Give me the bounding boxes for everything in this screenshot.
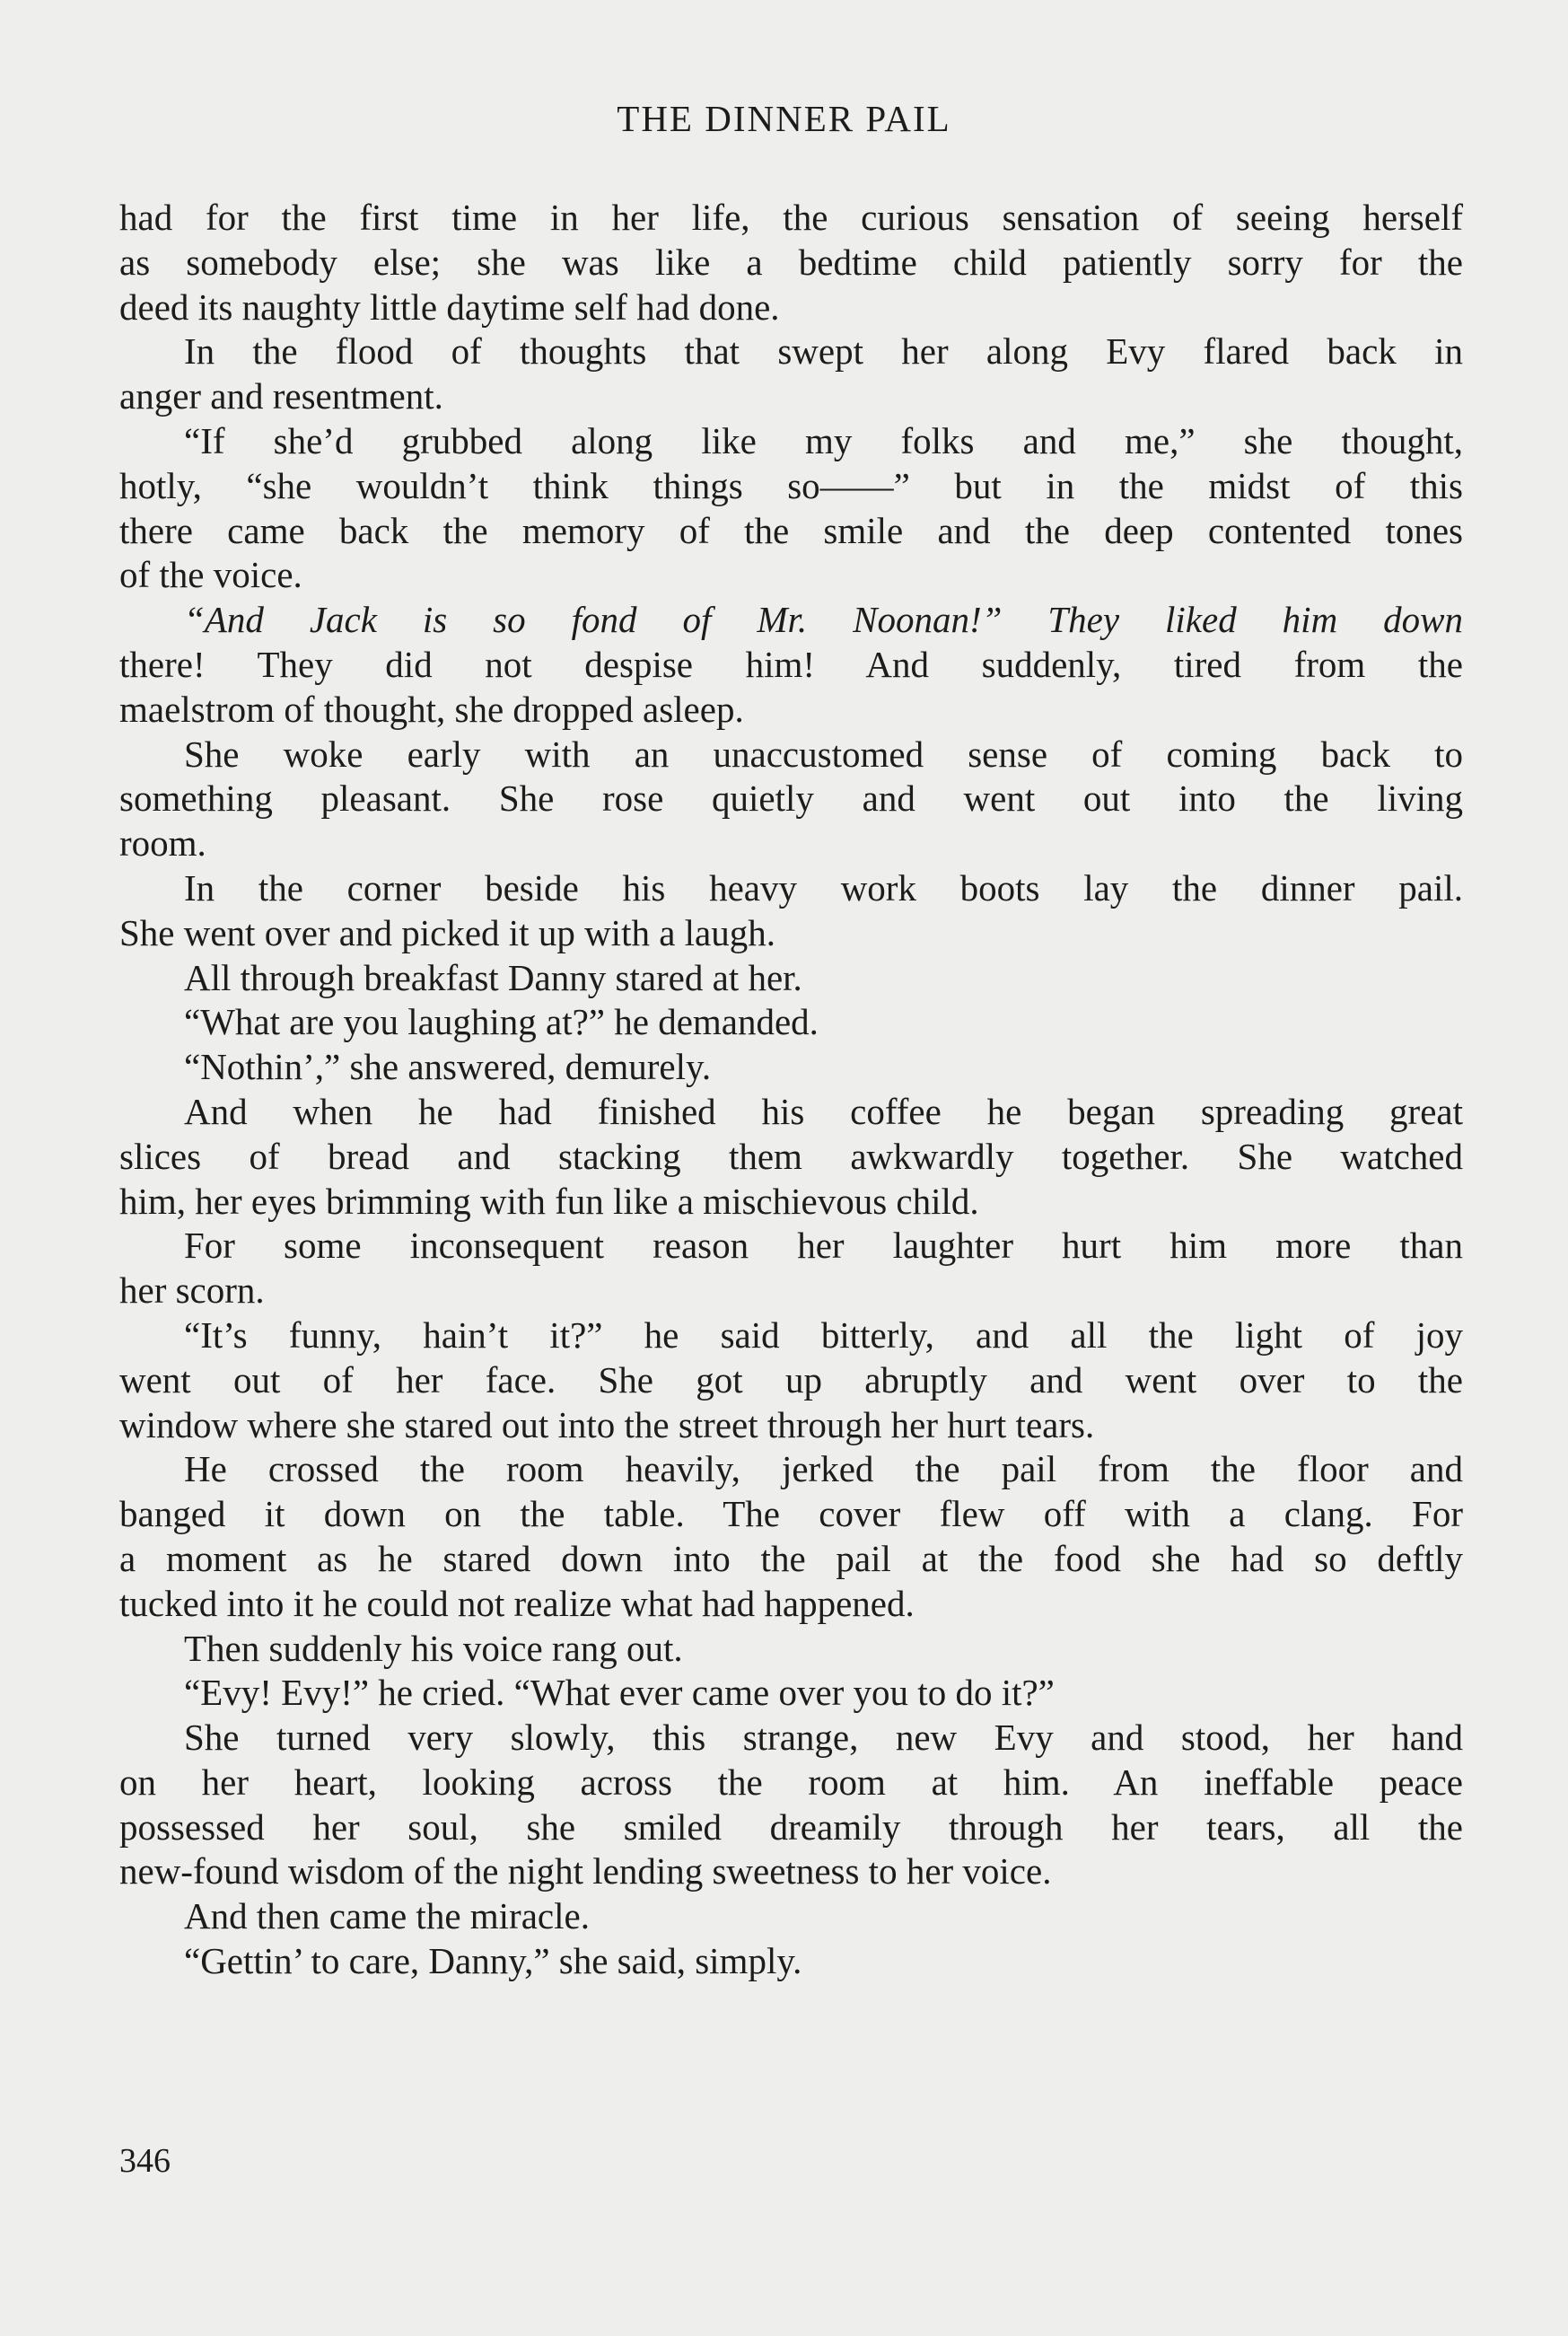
page-number: 346 bbox=[119, 2142, 171, 2180]
text-line: Then suddenly his voice rang out. bbox=[184, 1627, 683, 1669]
text-line: of the voice. bbox=[119, 554, 302, 596]
text-line: went out of her face. She got up abruptly and went over to the bbox=[119, 1358, 1463, 1401]
text-line: maelstrom of thought, she dropped asleep. bbox=[119, 688, 744, 730]
text-line: hotly, “she wouldn’t think things so——” but in the midst of this bbox=[119, 464, 1463, 506]
text-line: “What are you laughing at?” he demanded. bbox=[184, 1001, 819, 1043]
text-line: anger and resentment. bbox=[119, 375, 443, 417]
text-line: had for the first time in her life, the curious sensation of seeing herself bbox=[119, 197, 1463, 238]
text-line: “If she’d grubbed along like my folks and me,” she thought, bbox=[184, 419, 1463, 461]
text-line: as somebody else; she was like a bedtime child patiently sorry for the bbox=[119, 241, 1463, 283]
text-line: deed its naughty little daytime self had done. bbox=[119, 285, 780, 328]
text-line: “And Jack is so fond of Mr. Noonan!” They liked him down bbox=[184, 599, 1463, 641]
text-line: possessed her soul, she smiled dreamily through her tears, all the bbox=[119, 1805, 1463, 1848]
text-line: For some inconsequent reason her laughter hurt him more than bbox=[184, 1225, 1463, 1267]
text-line: All through breakfast Danny stared at her. bbox=[184, 956, 802, 998]
text-line: tucked into it he could not realize what had happened. bbox=[119, 1582, 915, 1624]
text-line: And then came the miracle. bbox=[184, 1895, 590, 1937]
text-line: And when he had finished his coffee he began spreading great bbox=[184, 1090, 1463, 1132]
text-line: “Gettin’ to care, Danny,” she said, simply. bbox=[184, 1940, 802, 1982]
text-line: there! They did not despise him! And suddenly, tired from the bbox=[119, 643, 1463, 685]
text-line: banged it down on the table. The cover flew off with a clang. For bbox=[119, 1493, 1463, 1535]
text-line: slices of bread and stacking them awkwardly together. She watched bbox=[119, 1135, 1463, 1177]
text-line: on her heart, looking across the room at him. An ineffable peace bbox=[119, 1761, 1463, 1803]
text-line: He crossed the room heavily, jerked the pail from the floor and bbox=[184, 1448, 1463, 1490]
text-line: him, her eyes brimming with fun like a mischievous child. bbox=[119, 1180, 979, 1222]
text-line: there came back the memory of the smile and the deep contented tones bbox=[119, 509, 1463, 551]
text-line: “Nothin’,” she answered, demurely. bbox=[184, 1046, 712, 1088]
text-line: room. bbox=[119, 822, 206, 865]
text-line: something pleasant. She rose quietly and went out into the living bbox=[119, 777, 1463, 820]
text-line: new-found wisdom of the night lending sweetness to her voice. bbox=[119, 1850, 1052, 1893]
text-line: her scorn. bbox=[119, 1269, 265, 1312]
text-line: window where she stared out into the street through her hurt tears. bbox=[119, 1403, 1095, 1445]
text-line: “Evy! Evy!” he cried. “What ever came over you to do it?” bbox=[184, 1672, 1055, 1714]
text-line: a moment as he stared down into the pail at the food she had so deftly bbox=[119, 1537, 1463, 1579]
text-line: She turned very slowly, this strange, new Evy and stood, her hand bbox=[184, 1717, 1463, 1759]
body-text bbox=[119, 196, 1463, 1984]
running-head: THE DINNER PAIL bbox=[617, 98, 951, 139]
text-line: She woke early with an unaccustomed sense of coming back to bbox=[184, 733, 1463, 775]
text-line: In the flood of thoughts that swept her along Evy flared back in bbox=[184, 330, 1463, 373]
text-line: She went over and picked it up with a laugh. bbox=[119, 911, 775, 953]
text-line: In the corner beside his heavy work boots lay the dinner pail. bbox=[184, 866, 1463, 909]
text-line: “It’s funny, hain’t it?” he said bitterly, and all the light of joy bbox=[184, 1313, 1463, 1356]
